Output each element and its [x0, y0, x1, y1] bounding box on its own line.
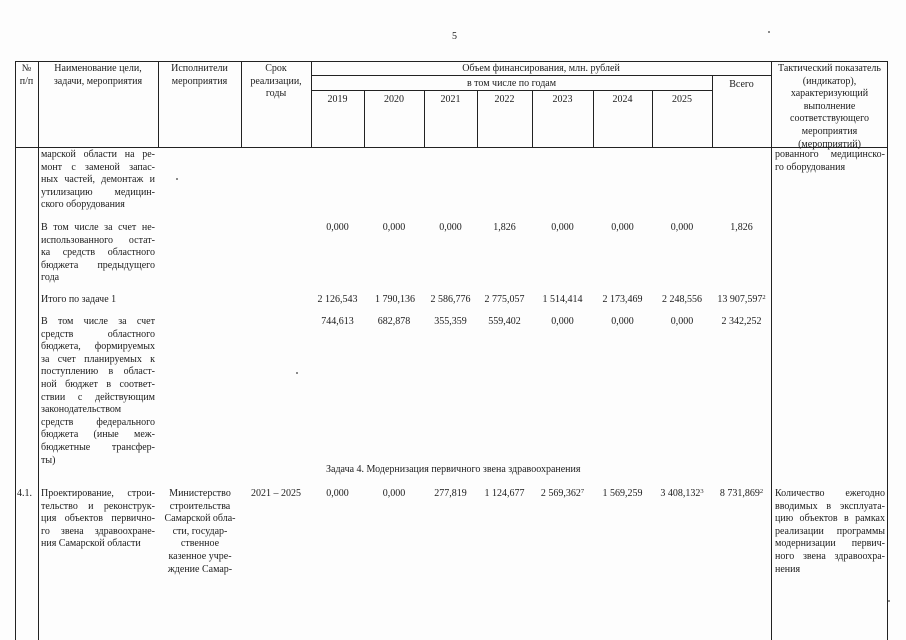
header-name: Наименование цели, задачи, мероприятия	[53, 63, 143, 87]
row-4-1-name: Проектирование, строи- тельство и реконструк- ция объектов первично- го звена здравоохране- ния Самарской области	[41, 488, 155, 550]
federal-value-2024: 0,000	[611, 316, 634, 327]
task1-value-total: 13 907,597$^2$	[717, 294, 766, 305]
r41-value-2022: 1 124,677	[484, 488, 525, 499]
unused-name: В том числе за счет не- использованного остат- ка средств областного бюджета предыдущего года	[41, 222, 155, 284]
header-term: Срок реализации, годы	[250, 63, 302, 100]
header-year-2022: 2022	[494, 94, 515, 105]
unused-value-2019: 0,000	[326, 222, 349, 233]
footnote-mark: 3	[700, 488, 704, 495]
federal-value-2022: 559,402	[488, 316, 521, 327]
header-financing: Объем финансирования, млн. рублей	[462, 63, 620, 74]
federal-value-total: 2 342,252	[721, 316, 762, 327]
header-num: № п/п	[19, 63, 34, 87]
task1-value-2022: 2 775,057	[484, 294, 525, 305]
unused-value-2022: 1,826	[493, 222, 516, 233]
header-year-2019: 2019	[327, 94, 348, 105]
task1-value-2021: 2 586,776	[430, 294, 471, 305]
header-year-2023: 2023	[552, 94, 573, 105]
federal-value-2020: 682,878	[377, 316, 411, 327]
header-year-2024: 2024	[612, 94, 633, 105]
scan-speck	[296, 372, 298, 374]
scan-speck	[768, 31, 770, 33]
header-indicator: Тактический показатель (индикатор), характеризующий выполнение соответствующего мероприятия (мероприятий)	[778, 63, 881, 150]
r41-value-2024: 1 569,259	[602, 488, 643, 499]
federal-value-2023: 0,000	[551, 316, 574, 327]
r41-value-total: 8 731,869$^2$	[719, 488, 764, 499]
header-year-2025: 2025	[672, 94, 692, 105]
r41-value-2020: 0,000	[382, 488, 406, 499]
federal-name: В том числе за счет средств областного бюджета, формируемых за счет планируемых к поступлению в област- ной бюджет в соответ- ствии с действующим законодательством средств федерального бюджета (иные меж- бюджетные трансфер- ты)	[41, 316, 155, 466]
header-total: Всего	[729, 79, 754, 90]
task1-value-2025: 2 248,556	[662, 294, 702, 305]
footnote-mark: 2	[759, 488, 764, 495]
task1-value-2020: 1 790,136	[375, 294, 415, 305]
unused-value-2025: 0,000	[670, 222, 694, 233]
r41-value-2023: 2 569,362$^7$	[540, 488, 585, 499]
unused-value-2024: 0,000	[611, 222, 634, 233]
federal-value-2021: 355,359	[434, 316, 467, 327]
r41-value-2025: 3 408,132$^3$	[660, 488, 704, 499]
task1-label: Итого по задаче 1	[41, 294, 117, 305]
federal-value-2019: 744,613	[321, 316, 354, 327]
r41-value-2019: 0,000	[326, 488, 349, 499]
task4-title: Задача 4. Модернизация первичного звена здравоохранения	[326, 464, 581, 475]
federal-value-2025: 0,000	[670, 316, 694, 327]
unused-value-2020: 0,000	[382, 222, 406, 233]
r41-value-2021: 277,819	[434, 488, 467, 499]
footnote-mark: 7	[580, 488, 585, 495]
cont-name: марской области на ре- монт с заменой запас- ных частей, демонтаж и утилизацию медицин- ского оборудования	[41, 149, 155, 211]
unused-value-2021: 0,000	[439, 222, 462, 233]
row-4-1-indicator: Количество ежегодно вводимых в эксплуата- цию объектов в рамках реализации программы модернизации первич- ного звена здравоохра- нения	[775, 488, 885, 575]
footnote-mark: 2	[762, 294, 766, 301]
cont-indicator: рованного медицинско- го оборудования	[775, 149, 885, 173]
row-4-1-term: 2021 – 2025	[251, 488, 301, 499]
header-executors: Исполнители мероприятия	[171, 63, 228, 87]
scan-speck	[888, 600, 890, 602]
header-year-2020: 2020	[384, 94, 404, 105]
task1-value-2023: 1 514,414	[542, 294, 583, 305]
task1-value-2019: 2 126,543	[317, 294, 358, 305]
scan-speck	[176, 178, 178, 180]
header-year-2021: 2021	[440, 94, 461, 105]
header-by-years: в том числе по годам	[466, 78, 557, 89]
task1-value-2024: 2 173,469	[602, 294, 643, 305]
unused-value-2023: 0,000	[551, 222, 574, 233]
row-4-1-num: 4.1.	[17, 488, 32, 499]
unused-value-total: 1,826	[730, 222, 753, 233]
page-number: 5	[452, 31, 457, 42]
row-4-1-executor: Министерство строительства Самарской обла- сти, государ- ственное казенное учре- ждение Самар-	[164, 488, 236, 575]
